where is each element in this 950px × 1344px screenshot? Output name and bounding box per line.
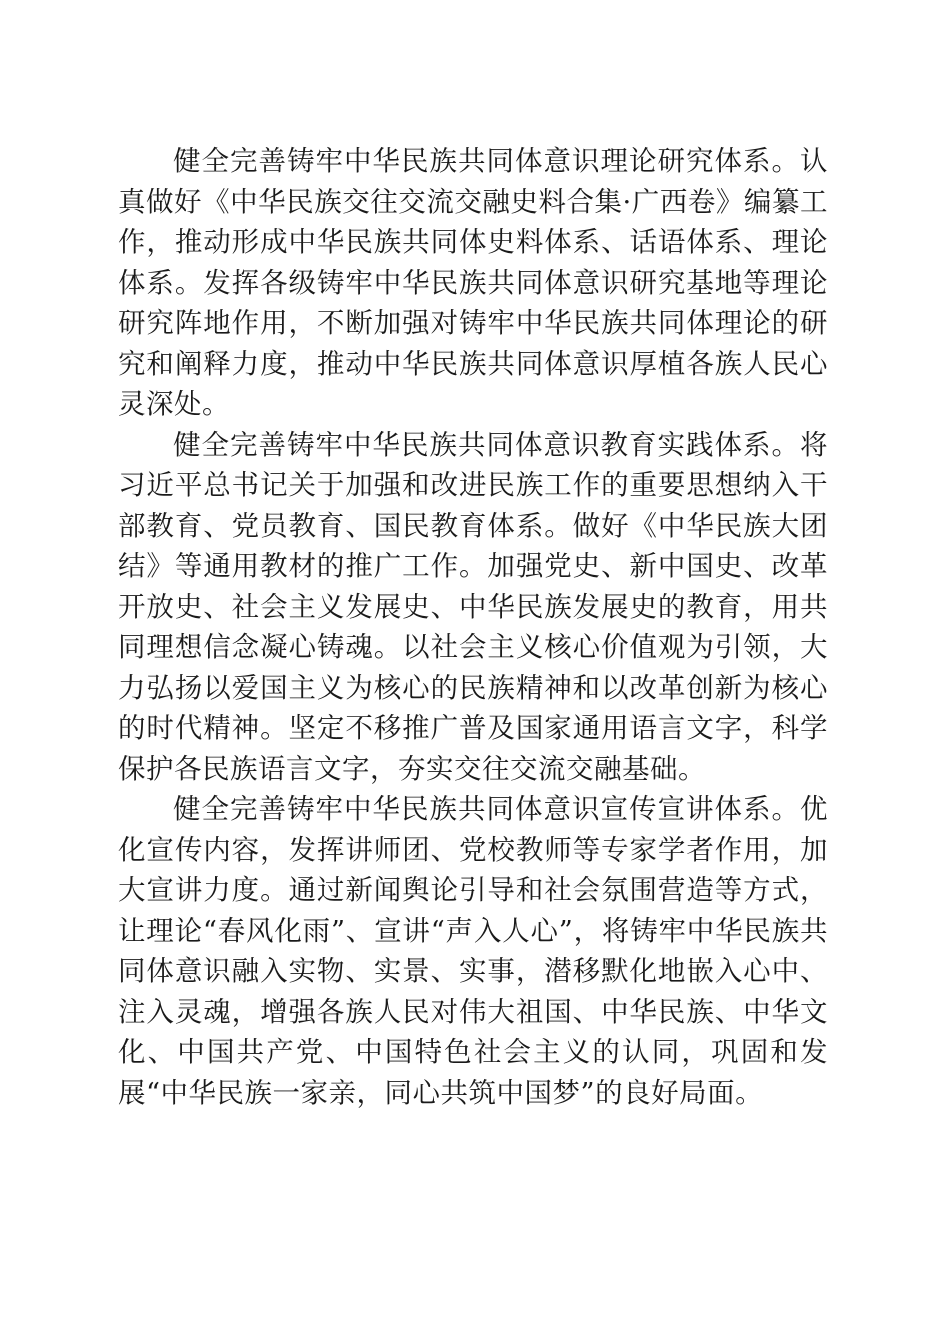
paragraph-education-practice: 健全完善铸牢中华民族共同体意识教育实践体系。将习近平总书记关于加强和改进民族工作的重要思想纳入干部教育、党员教育、国民教育体系。做好《中华民族大团结》等通用教材的推广工作。加强党史、新中国史、改革开放史、社会主义发展史、中华民族发展史的教育，用共同理想信念凝心铸魂。以社会主义核心价值观为引领，大力弘扬以爱国主义为核心的民族精神和以改革创新为核心的时代精神。坚定不移推广普及国家通用语言文字，科学保护各民族语言文字，夯实交往交流交融基础。 (118, 428, 828, 785)
paragraph-theory-research: 健全完善铸牢中华民族共同体意识理论研究体系。认真做好《中华民族交往交流交融史料合集·广西卷》编纂工作，推动形成中华民族共同体史料体系、话语体系、理论体系。发挥各级铸牢中华民族共同体意识研究基地等理论研究阵地作用，不断加强对铸牢中华民族共同体理论的研究和阐释力度，推动中华民族共同体意识厚植各族人民心灵深处。 (118, 145, 828, 420)
paragraph-publicity-outreach: 健全完善铸牢中华民族共同体意识宣传宣讲体系。优化宣传内容，发挥讲师团、党校教师等专家学者作用，加大宣讲力度。通过新闻舆论引导和社会氛围营造等方式，让理论“春风化雨”、宣讲“声入人心”，将铸牢中华民族共同体意识融入实物、实景、实事，潜移默化地嵌入心中、注入灵魂，增强各族人民对伟大祖国、中华民族、中华文化、中国共产党、中国特色社会主义的认同，巩固和发展“中华民族一家亲，同心共筑中国梦”的良好局面。 (118, 793, 828, 1109)
document-body (118, 141, 828, 1113)
